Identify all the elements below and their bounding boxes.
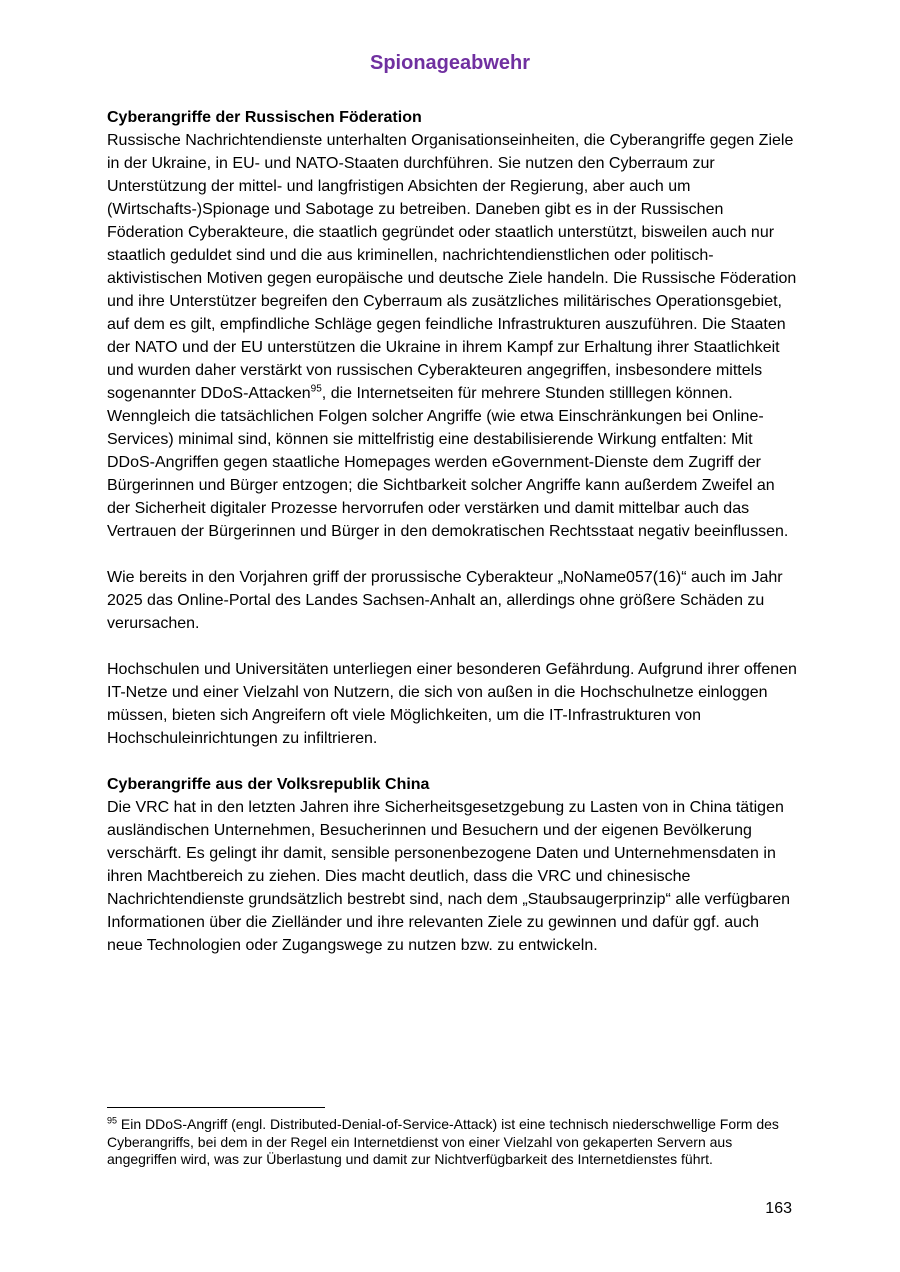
footnote-divider	[107, 1107, 325, 1108]
section-heading-china: Cyberangriffe aus der Volksrepublik China	[107, 776, 430, 793]
footnote-reference[interactable]: 95	[310, 383, 322, 395]
paragraph-china-1: Die VRC hat in den letzten Jahren ihre Sicherheitsgesetzgebung zu Lasten von in China tätigen ausländischen Unternehmen, Besucherinnen und Besuchern und der eigenen Bevölkerung verschärft. Es gelingt ihr damit, sensible personenbezogene Daten und Unternehmensdaten in ihren Machtbereich zu ziehen. Dies macht deutlich, dass die VRC und chinesische Nachrichtendienste grundsätzlich bestrebt sind, nach dem „Staubsaugerprinzip“ alle verfügbaren Informationen über die Zielländer und ihre relevanten Ziele zu gewinnen und dafür ggf. auch neue Technologien oder Zugangswege zu nutzen bzw. zu entwickeln.	[107, 799, 791, 954]
page-number: 163	[765, 1200, 792, 1217]
paragraph-russia-1	[107, 129, 797, 543]
footnote-number: 95	[107, 1115, 118, 1126]
footnote	[107, 1116, 797, 1169]
paragraph-text: , die Internetseiten für mehrere Stunden stilllegen können. Wenngleich die tatsächlichen Folgen solcher Angriffe (wie etwa Einschränkungen bei Online-Services) minimal sind, können sie mittelfristig eine destabilisierende Wirkung entfalten: Mit DDoS-Angriffen gegen staatliche Homepages werden eGovernment-Dienste dem Zugriff der Bürgerinnen und Bürger entzogen; die Sichtbarkeit solcher Angriffe kann außerdem Zweifel an der Sicherheit digitaler Prozesse hervorrufen oder verstärken und damit mittelbar auch das Vertrauen der Bürgerinnen und Bürger in den demokratischen Rechtsstaat negativ beeinflussen.	[107, 385, 789, 540]
footnote-text: Ein DDoS-Angriff (engl. Distributed-Denial-of-Service-Attack) ist eine technisch niederschwellige Form des Cyberangriffs, bei dem in der Regel ein Internetdienst von einer Vielzahl von gekaperten Servern aus angegriffen wird, was zur Überlastung und damit zur Nichtverfügbarkeit des Internetdienstes führt.	[107, 1116, 779, 1167]
main-content	[107, 106, 797, 980]
section-heading-russia: Cyberangriffe der Russischen Föderation	[107, 109, 422, 126]
paragraph-russia-2: Wie bereits in den Vorjahren griff der prorussische Cyberakteur „NoName057(16)“ auch im Jahr 2025 das Online-Portal des Landes Sachsen-Anhalt an, allerdings ohne größere Schäden zu verursachen.	[107, 569, 783, 632]
paragraph-text: Russische Nachrichtendienste unterhalten Organisationseinheiten, die Cyberangriffe gegen Ziele in der Ukraine, in EU- und NATO-Staaten durchführen. Sie nutzen den Cyberraum zur Unterstützung der mittel- und langfristigen Absichten der Regierung, aber auch um (Wirtschafts-)Spionage und Sabotage zu betreiben. Daneben gibt es in der Russischen Föderation Cyberakteure, die staatlich gegründet oder staatlich unterstützt, bisweilen auch nur staatlich geduldet sind und die aus kriminellen, nachrichtendienstlichen oder politisch-aktivistischen Motiven gegen europäische und deutsche Ziele handeln. Die Russische Föderation und ihre Unterstützer begreifen den Cyberraum als zusätzliches militärisches Operationsgebiet, auf dem es gilt, empfindliche Schläge gegen feindliche Infrastrukturen auszuführen. Die Staaten der NATO und der EU unterstützen die Ukraine in ihrem Kampf zur Erhaltung ihrer Staatlichkeit und wurden daher verstärkt von russischen Cyberakteuren angegriffen, insbesondere mittels sogenannter DDoS-Attacken	[107, 132, 797, 402]
page-header-title: Spionageabwehr	[369, 52, 531, 74]
paragraph-russia-3: Hochschulen und Universitäten unterliegen einer besonderen Gefährdung. Aufgrund ihrer offenen IT-Netze und einer Vielzahl von Nutzern, die sich von außen in die Hochschulnetze einloggen müssen, bieten sich Angreifern oft viele Möglichkeiten, um die IT-Infrastrukturen von Hochschuleinrichtungen zu infiltrieren.	[107, 661, 797, 747]
